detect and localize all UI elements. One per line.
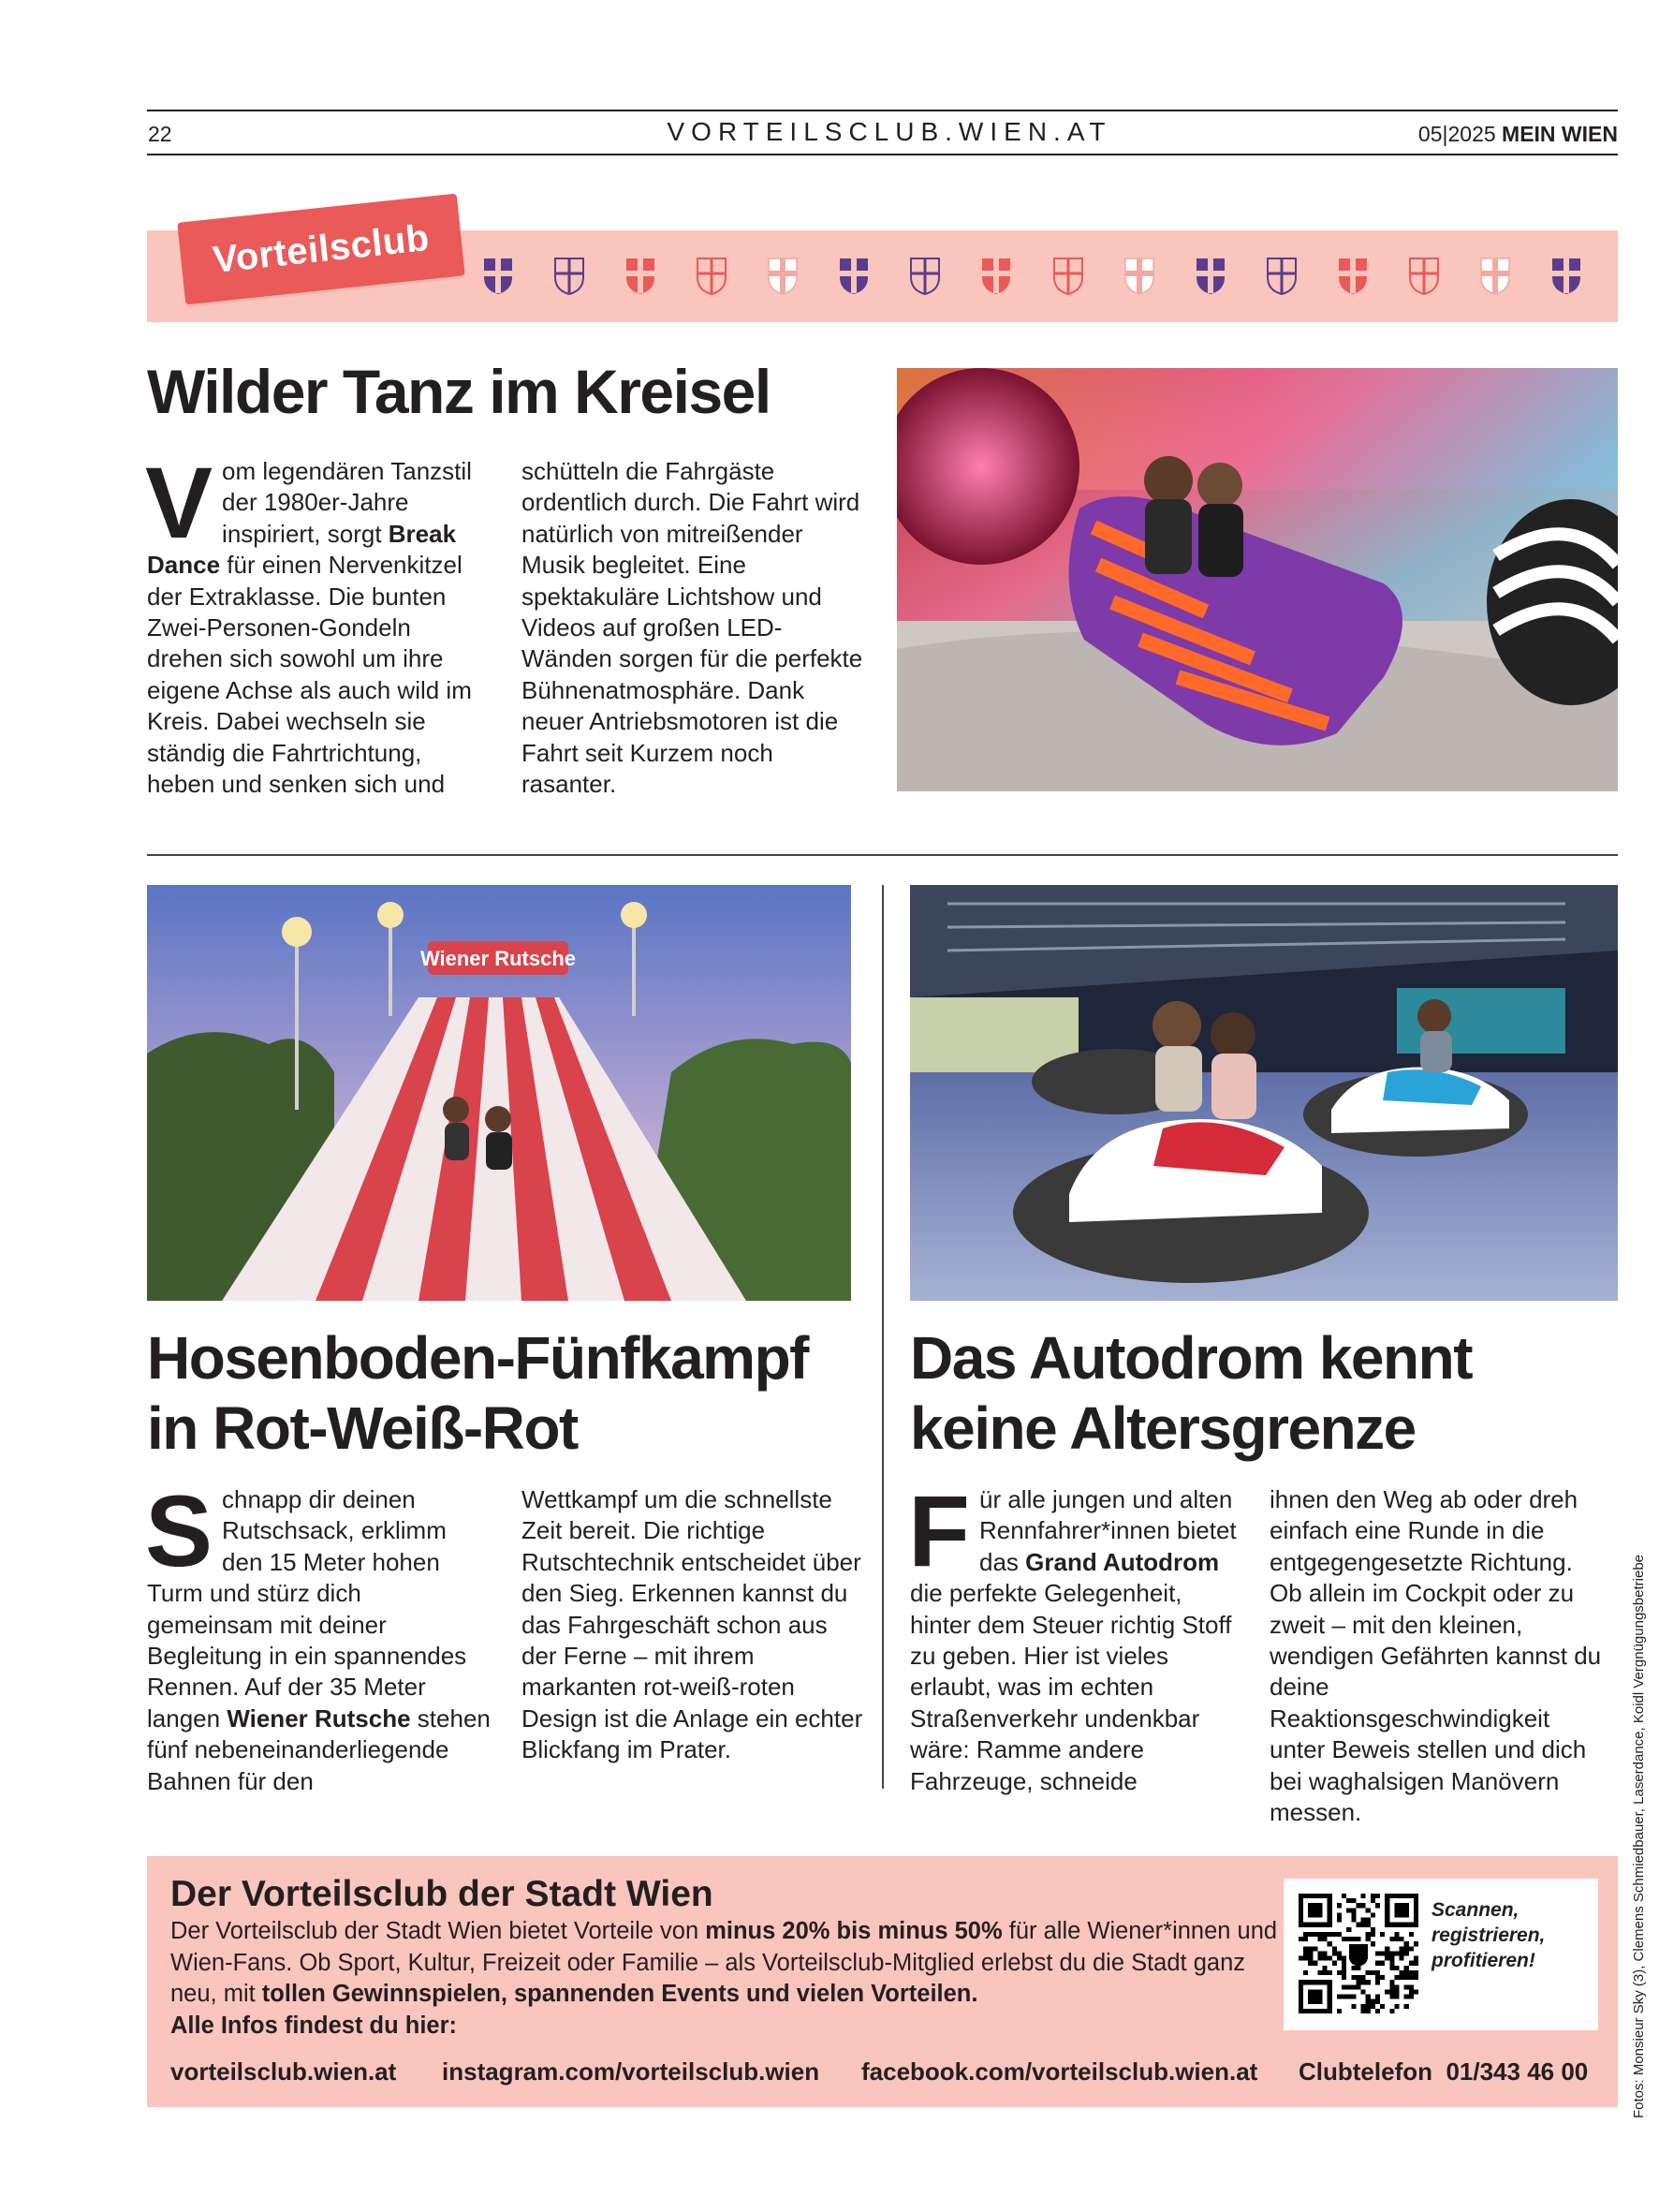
article1-text-rest: für einen Nervenkitzel der Extraklasse. Die bunten Zwei-Personen-Gondeln drehen sich sowohl um ihre eigene Achse als auch wild im Kreis. Dabei wechseln sie ständig die Fahrtrichtung, heben und senken sich und — [147, 551, 472, 799]
magazine-name: MEIN WIEN — [1502, 122, 1618, 146]
phone-label: Clubtelefon — [1299, 2057, 1432, 2086]
page-number: 22 — [148, 122, 172, 146]
info-text-benefits: tollen Gewinnspielen, spannenden Events und vielen Vorteilen. — [261, 1981, 978, 2007]
article1-text-lead: om legendären Tanzstil der 1980er-Jahre inspiriert, sorgt — [222, 457, 472, 548]
vienna-shield-icon — [1052, 257, 1084, 296]
qr-code-icon[interactable] — [1299, 1894, 1418, 2013]
info-text-discount: minus 20% bis minus 50% — [705, 1918, 1003, 1944]
info-text-a: Der Vorteilsclub der Stadt Wien bietet Vorteile von — [170, 1918, 706, 1944]
photo-credit: Fotos: Monsieur Sky (3), Clemens Schmiedbauer, Laserdance, Koidl Vergnügungsbetriebe — [1631, 1555, 1647, 2118]
vienna-shield-icon — [482, 257, 514, 296]
vienna-shield-icon — [1123, 257, 1155, 296]
qr-caption-line-3: profitieren! — [1431, 1950, 1535, 1971]
article1-ride-name: Break Dance — [147, 519, 457, 580]
issue-label — [1418, 120, 1618, 148]
vienna-shield-icon — [767, 257, 799, 296]
break-dance-image — [897, 368, 1618, 791]
rutsche-sign-text: Wiener Rutsche — [419, 947, 577, 970]
article2-headline-line-2: in Rot-Weiß-Rot — [147, 1394, 578, 1462]
wiener-rutsche-photo — [147, 885, 851, 1301]
website-link[interactable]: vorteilsclub.wien.at — [170, 2057, 397, 2086]
phone-number: 01/343 46 00 — [1446, 2057, 1589, 2086]
article3-text-lead: ür alle jungen und alten Rennfahrer*innen bietet das — [978, 1485, 1237, 1576]
article2-ride-name: Wiener Rutsche — [227, 1703, 411, 1733]
vienna-shield-icon — [980, 257, 1012, 296]
article2-column-2: Wettkampf um die schnellste Zeit bereit. Die richtige Rutschtechnik entscheidet über den Sieg. Erkennen kannst du das Fahrgeschäft schon aus der Ferne – mit ihrem markanten rot-weiß-roten Design ist die Anlage ein echter Blickfang im Prater. — [521, 1485, 863, 1764]
article2-column-1 — [145, 1474, 492, 1797]
article1-dropcap: V — [145, 446, 213, 559]
vienna-shield-icon — [1195, 257, 1226, 296]
info-text-c: für alle Wiener*innen und Wien-Fans. Ob Sport, Kultur, Freizeit oder Familie – als Vorteilsclub-Mitglied erlebst du die Stadt ganz neu, mit — [170, 1918, 1278, 2007]
qr-caption-line-1: Scannen, — [1431, 1899, 1520, 1921]
vienna-shield-icon — [1337, 257, 1369, 296]
vienna-shield-icon — [624, 257, 656, 296]
contact-links — [170, 2055, 1603, 2088]
qr-code-box[interactable] — [1284, 1879, 1598, 2030]
badge-label: Vorteilsclub — [211, 216, 432, 282]
vienna-shield-icon — [696, 257, 727, 296]
vienna-shield-icon — [909, 257, 941, 296]
vorteilsclub-info-box — [147, 1856, 1618, 2107]
autodrom-photo — [910, 885, 1618, 1301]
club-phone[interactable] — [1299, 2055, 1588, 2088]
header-bottom-rule — [147, 154, 1618, 155]
wiener-rutsche-image — [147, 885, 851, 1301]
header-top-rule — [147, 110, 1618, 111]
article3-headline-line-1: Das Autodrom kennt — [910, 1324, 1472, 1392]
vienna-shield-icon — [553, 257, 585, 296]
article3-headline — [910, 1323, 1472, 1464]
article3-ride-name: Grand Autodrom — [1025, 1547, 1220, 1576]
article3-headline-line-2: keine Altersgrenze — [910, 1394, 1416, 1462]
section-divider — [147, 854, 1618, 856]
break-dance-photo — [897, 368, 1618, 791]
article2-headline-line-1: Hosenboden-Fünfkampf — [147, 1324, 808, 1392]
info-box-title: Der Vorteilsclub der Stadt Wien — [170, 1874, 713, 1914]
qr-caption — [1431, 1897, 1591, 1973]
article1-column-2: schütteln die Fahrgäste ordentlich durch. Die Fahrt wird natürlich von mitreißender Musik begleitet. Eine spektakuläre Lichtshow und Videos auf großen LED-Wänden sorgen für die perfekte Bühnenatmosphäre. Dank neuer Antriebsmotoren ist die Fahrt seit Kurzem noch rasanter. — [521, 457, 863, 799]
article3-dropcap: F — [908, 1474, 970, 1587]
info-text-more: Alle Infos findest du hier: — [170, 2012, 458, 2039]
article3-column-1 — [908, 1474, 1238, 1797]
shield-row — [482, 257, 1582, 298]
article2-dropcap: S — [145, 1474, 213, 1587]
article2-headline — [147, 1323, 808, 1464]
article2-text-rest: stehen fünf nebeneinanderliegende Bahnen für den — [147, 1703, 491, 1795]
issue-date: 05|2025 — [1417, 122, 1496, 146]
article3-text-rest: die perfekte Gelegenheit, hinter dem Steuer richtig Stoff zu geben. Hier ist vieles erlaubt, was im echten Straßenverkehr undenkbar wäre: Ramme andere Fahrzeuge, schneide — [910, 1579, 1232, 1795]
vienna-shield-icon — [1408, 257, 1440, 296]
column-divider — [882, 885, 884, 1789]
article2-text-lead: chnapp dir deinen Rutschsack, erklimm den 15 Meter hohen Turm und stürz dich gemeinsam mit deiner Begleitung in ein spannendes Rennen. Auf der 35 Meter langen — [147, 1485, 467, 1733]
vienna-shield-icon — [1266, 257, 1298, 296]
qr-caption-line-2: registrieren, — [1431, 1924, 1546, 1946]
site-url[interactable]: VORTEILSCLUB.WIEN.AT — [667, 117, 1112, 146]
info-box-text — [170, 1916, 1294, 2042]
autodrom-image — [910, 885, 1618, 1301]
instagram-link[interactable]: instagram.com/vorteilsclub.wien — [442, 2057, 820, 2086]
vienna-shield-icon — [1479, 257, 1511, 296]
article1-headline: Wilder Tanz im Kreisel — [147, 357, 771, 426]
article1-column-1 — [145, 446, 492, 800]
vienna-shield-icon — [1550, 257, 1582, 296]
vienna-shield-icon — [838, 257, 870, 296]
facebook-link[interactable]: facebook.com/vorteilsclub.wien.at — [861, 2057, 1258, 2086]
article3-column-2: ihnen den Weg ab oder dreh einfach eine Runde in die entgegengesetzte Richtung. Ob allein im Cockpit oder zu zweit – mit den kleinen, wendigen Gefährten kannst du deine Reaktionsgeschwindigkeit unter Beweis stellen und dich bei waghalsigen Manövern messen. — [1270, 1485, 1602, 1827]
